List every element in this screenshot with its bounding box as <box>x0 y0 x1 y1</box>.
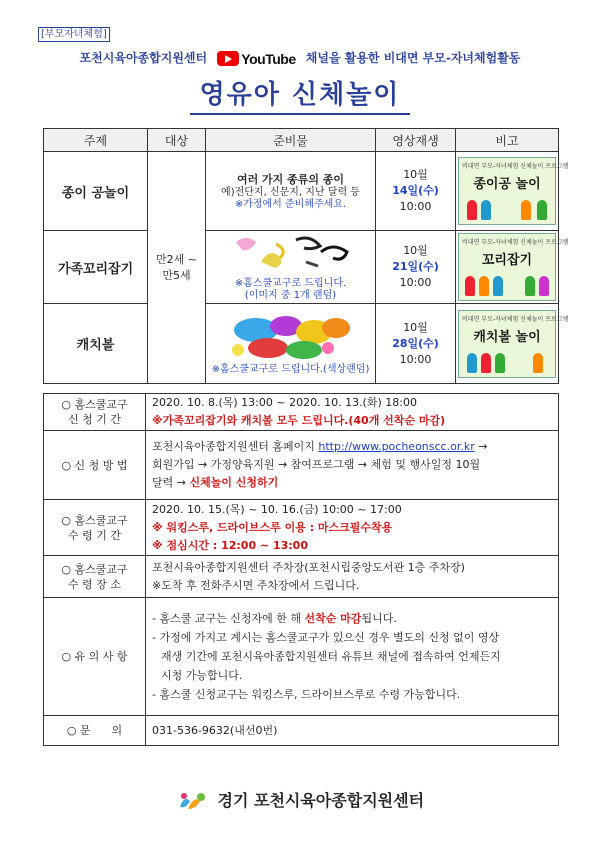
info-label-line: 수 령 장 소 <box>68 577 121 591</box>
thumbnail-caption: 꼬리잡기 <box>481 253 533 268</box>
thumbnail-cell <box>456 231 569 304</box>
thumbnail-header: 비대면 부모-자녀체험 신체놀이 프로그램 <box>462 239 569 246</box>
info-label <box>44 500 146 556</box>
materials-note: ※가정에서 준비해주세요. <box>234 199 347 210</box>
info-value <box>146 500 559 556</box>
note-1 <box>152 609 552 628</box>
tail-toy-image <box>216 232 366 276</box>
thumbnail-header: 비대면 부모-자녀체험 신체놀이 프로그램 <box>462 315 569 323</box>
video-thumbnail[interactable] <box>458 233 569 301</box>
header-target: 대상 <box>148 129 206 152</box>
info-value <box>146 556 559 598</box>
schedule-header-row <box>44 129 559 152</box>
apply-method-calendar: 달력 → <box>152 476 186 489</box>
note-text: 됩니다. <box>361 612 397 625</box>
kid-figure-icon <box>537 200 547 220</box>
info-table <box>43 393 559 746</box>
materials-detail: (이미지 중 1개 랜덤) <box>244 290 337 301</box>
receive-period-dates: 2020. 10. 15.(목) ~ 10. 16.(금) 10:00 ~ 17:00 <box>152 502 402 516</box>
youtube-play-icon <box>217 51 239 66</box>
materials-cell <box>206 152 376 231</box>
thumbnail-cell <box>456 304 569 384</box>
kid-figure-icon <box>521 200 531 220</box>
materials-detail: 예)전단지, 신문지, 지난 달력 등 <box>221 187 360 198</box>
table-row <box>44 304 559 384</box>
subtitle-org: 포천시육아종합지원센터 <box>79 51 208 65</box>
schedule-table <box>43 128 569 384</box>
note-2-cont: 재생 기간에 포천시육아종합지원센터 유튜브 채널에 접속하여 언제든지 <box>161 650 501 663</box>
kid-figure-icon <box>465 276 475 296</box>
thumbnail-caption: 캐치볼 놀이 <box>473 329 541 345</box>
info-value <box>146 598 559 716</box>
info-value <box>146 394 559 431</box>
topic-cell: 종이 공놀이 <box>44 152 148 231</box>
info-label <box>44 556 146 598</box>
header-materials: 준비물 <box>206 129 376 152</box>
apply-method-line3 <box>152 474 552 492</box>
materials-lead: 여러 가지 종류의 종이 <box>236 173 345 186</box>
info-row-receive-period <box>44 500 559 556</box>
apply-method-action: 신체놀이 신청하기 <box>189 476 279 489</box>
materials-note: ※홈스쿨교구로 드립니다.(색상랜덤) <box>211 363 370 375</box>
playback-day: 28일(수) <box>392 336 439 350</box>
contact-phone: 031-536-9632(내선0번) <box>146 716 559 746</box>
subtitle-desc: 채널을 활용한 비대면 부모-자녀체험활동 <box>305 51 521 65</box>
topic-cell: 가족꼬리잡기 <box>44 231 148 304</box>
page-title: 영유아 신체놀이 <box>199 80 401 110</box>
info-label-line: ○ 홈스쿨교구 <box>61 562 128 576</box>
receive-period-note: ※ 워킹스루, 드라이브스루 이용 : 마스크필수착용 <box>152 520 393 534</box>
playback-cell <box>376 231 456 304</box>
info-label-line: ○ 홈스쿨교구 <box>61 513 128 527</box>
info-label-line: ○ 홈스쿨교구 <box>61 398 128 411</box>
header-topic: 주제 <box>44 129 148 152</box>
table-row <box>44 231 559 304</box>
thumbnail-cell <box>456 152 569 231</box>
youtube-wordmark: YouTube <box>241 50 296 67</box>
playback-time: 10:00 <box>399 200 432 213</box>
footer-org-name: 경기 포천시육아종합지원센터 <box>217 791 425 810</box>
title-underline <box>190 113 410 115</box>
info-row-contact <box>44 716 559 746</box>
playback-cell <box>376 304 456 384</box>
materials-note: ※홈스쿨교구로 드립니다. <box>234 278 347 289</box>
receive-place-note: ※도착 후 전화주시면 주차장에서 드립니다. <box>152 578 360 592</box>
kid-figure-icon <box>533 353 543 373</box>
info-label: ○ 신 청 방 법 <box>44 431 146 500</box>
info-label: ○ 문 의 <box>44 716 146 746</box>
homepage-text: 포천시육아종합지원센터 홈페이지 <box>152 440 315 453</box>
playback-month: 10월 <box>403 168 428 181</box>
note-3: - 홈스쿨 신청교구는 워킹스루, 드라이브스루로 수령 가능합니다. <box>152 688 461 701</box>
center-logo-icon <box>176 791 208 813</box>
subtitle <box>0 49 600 67</box>
kid-figure-icon <box>495 353 505 373</box>
info-label-line: 신 청 기 간 <box>68 413 121 426</box>
receive-place-address: 포천시육아종합지원센터 주차장(포천시립중앙도서관 1층 주차장) <box>152 560 465 574</box>
kid-figure-icon <box>481 353 491 373</box>
kid-figure-icon <box>539 276 549 296</box>
youtube-logo <box>217 51 295 67</box>
thumbnail-caption: 종이공 놀이 <box>473 177 541 192</box>
footer <box>0 788 600 813</box>
header-playback: 영상재생 <box>376 129 456 152</box>
video-thumbnail[interactable] <box>458 157 569 225</box>
header-note: 비고 <box>456 129 559 152</box>
playback-month: 10월 <box>403 244 428 257</box>
playback-month: 10월 <box>403 320 428 334</box>
kid-figure-icon <box>481 200 491 220</box>
info-label: ○ 유 의 사 항 <box>44 598 146 716</box>
apply-method-line2: 회원가입 → 가정양육지원 → 참여프로그램 → 체험 및 행사일정 10월 <box>152 458 481 471</box>
topic-cell: 캐치볼 <box>44 304 148 384</box>
receive-period-lunch: ※ 점심시간 : 12:00 ~ 13:00 <box>152 538 308 552</box>
info-row-receive-place <box>44 556 559 598</box>
kid-figure-icon <box>467 353 477 373</box>
category-tag: [부모자녀체험] <box>38 27 110 42</box>
apply-period-note: ※가족꼬리잡기와 캐치볼 모두 드립니다.(40개 선착순 마감) <box>152 414 446 427</box>
note-text: - 홈스쿨 교구는 신청자에 한 해 <box>152 612 301 625</box>
info-label <box>44 394 146 431</box>
thumbnail-header: 비대면 부모-자녀체험 신체놀이 프로그램 <box>462 163 569 170</box>
playback-day: 21일(수) <box>392 260 439 273</box>
homepage-link[interactable]: http://www.pocheonscc.or.kr <box>318 440 475 453</box>
note-2: - 가정에 가지고 계시는 홈스쿨교구가 있으신 경우 별도의 신청 없이 영상 <box>152 631 500 644</box>
playback-time: 10:00 <box>399 276 432 289</box>
info-row-apply-method <box>44 431 559 500</box>
info-row-notes <box>44 598 559 716</box>
kid-figure-icon <box>467 200 477 220</box>
kid-figure-icon <box>479 276 489 296</box>
note-2-cont: 시청 가능합니다. <box>161 669 243 682</box>
playback-day: 14일(수) <box>392 184 439 197</box>
materials-cell <box>206 231 376 304</box>
materials-cell <box>206 304 376 384</box>
kid-figure-icon <box>493 276 503 296</box>
video-thumbnail[interactable] <box>458 310 569 378</box>
note-highlight: 선착순 마감 <box>304 612 362 625</box>
arrow-text: → <box>478 440 488 453</box>
info-row-apply-period <box>44 394 559 431</box>
info-value <box>146 431 559 500</box>
apply-period-dates: 2020. 10. 8.(목) 13:00 ~ 2020. 10. 13.(화) 18:00 <box>152 396 417 409</box>
kid-figure-icon <box>525 276 535 296</box>
playback-time: 10:00 <box>399 352 432 366</box>
playback-cell <box>376 152 456 231</box>
info-label-line: 수 령 기 간 <box>68 528 121 542</box>
target-cell: 만2세 ~ 만5세 <box>148 152 206 384</box>
apply-method-line1 <box>152 438 552 456</box>
catch-cup-image <box>216 312 366 362</box>
table-row <box>44 152 559 231</box>
